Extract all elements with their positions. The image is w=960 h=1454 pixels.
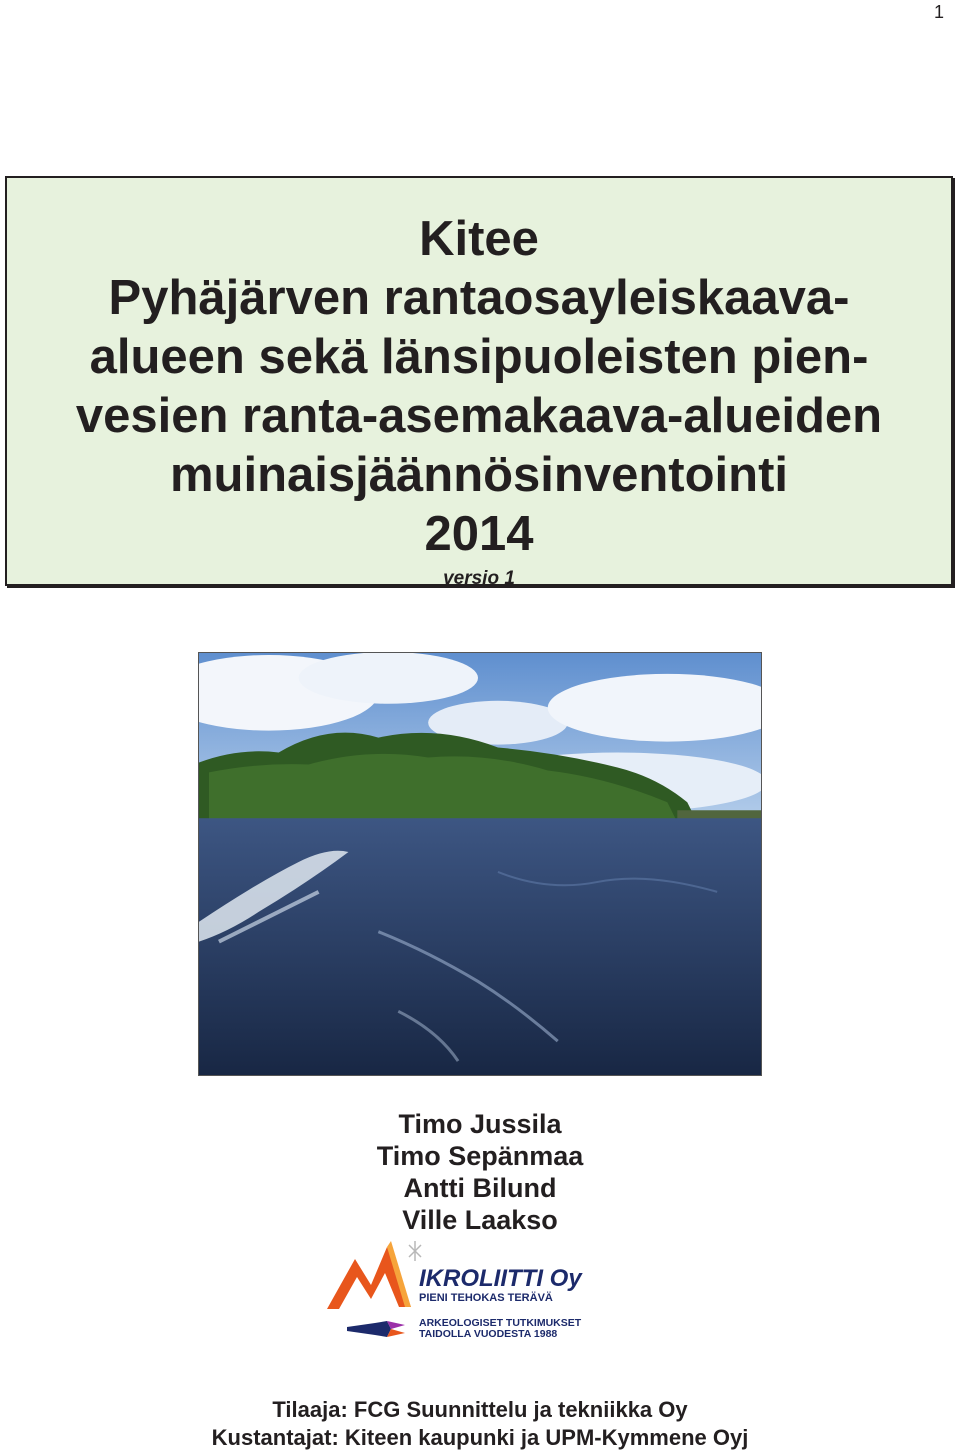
title-box: [5, 176, 953, 589]
logo-name: IKROLIITTI Oy: [419, 1265, 582, 1292]
footer: [0, 1396, 960, 1452]
author-list: [0, 1108, 960, 1236]
title-line-2: Pyhäjärven rantaosayleiskaava-: [108, 271, 850, 325]
author-name: Timo Jussila: [398, 1109, 562, 1139]
logo-subline-2: TAIDOLLA VUODESTA 1988: [419, 1328, 558, 1340]
logo-tagline: PIENI TEHOKAS TERÄVÄ: [419, 1292, 553, 1304]
page-number: 1: [933, 2, 944, 22]
title-line-4: vesien ranta-asemakaava-alueiden: [75, 389, 883, 443]
title-line-5: muinaisjäännösinventointi: [169, 448, 789, 502]
logo-subline-1: ARKEOLOGISET TUTKIMUKSET: [419, 1317, 582, 1329]
title-year: 2014: [424, 507, 534, 561]
author-name: Antti Bilund: [403, 1173, 557, 1203]
client-line: Tilaaja: FCG Suunnittelu ja tekniikka Oy: [272, 1397, 688, 1422]
title-line-1: Kitee: [419, 212, 539, 266]
version-label: versio 1: [443, 568, 515, 589]
publisher-line: Kustantajat: Kiteen kaupunki ja UPM-Kymmene Oyj: [211, 1425, 749, 1450]
author-name: Timo Sepänmaa: [376, 1141, 584, 1171]
author-name: Ville Laakso: [402, 1205, 558, 1235]
title-line-3: alueen sekä länsipuoleisten pien-: [89, 330, 869, 384]
mikroliitti-logo: [325, 1237, 635, 1347]
lake-photo: [198, 652, 762, 1076]
